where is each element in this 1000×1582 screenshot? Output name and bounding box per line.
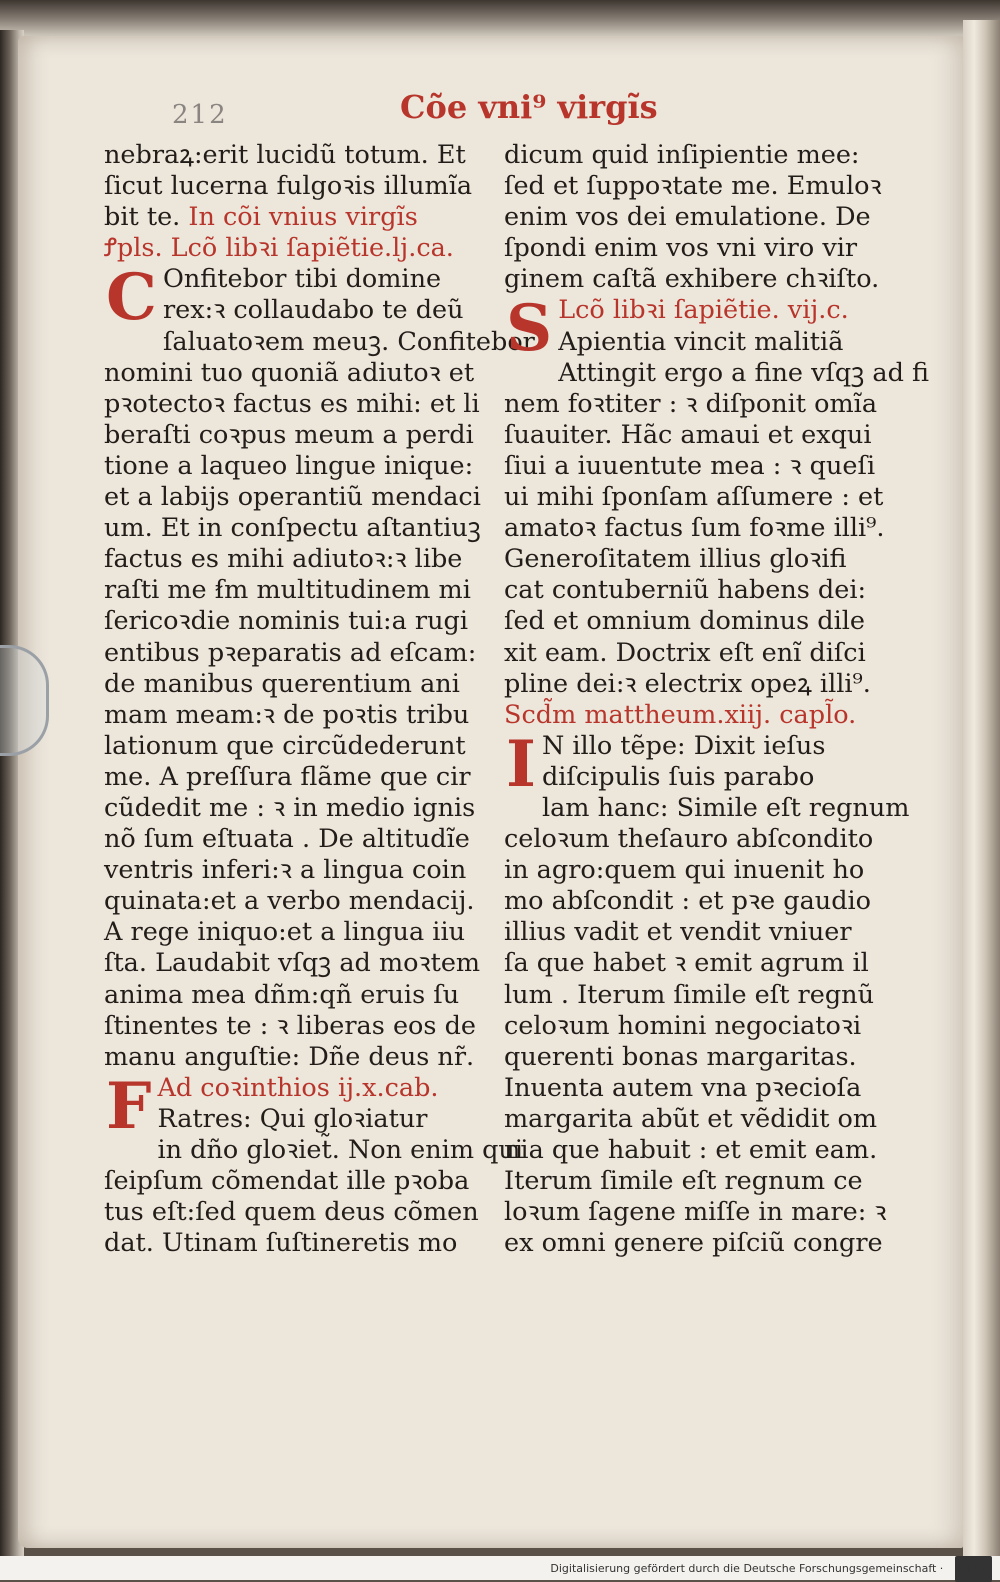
text-line: N illo tẽpe: Dixit ieſus bbox=[541, 730, 826, 761]
text-line: ventris inferi:ꝛ a lingua coin bbox=[104, 855, 467, 886]
text-line: anima mea dñm:qñ eruis ſu bbox=[104, 979, 460, 1010]
text-line: mo abſcondit : et pꝛe gaudio bbox=[504, 886, 872, 917]
text-line: ſed et ſuppoꝛtate me. Emuloꝛ bbox=[504, 171, 882, 202]
text-line: nem foꝛtiter : ꝛ diſponit omĩa bbox=[504, 388, 878, 419]
text-line: querenti bonas margaritas. bbox=[504, 1041, 857, 1072]
text-line: nia que habuit : et emit eam. bbox=[504, 1135, 878, 1165]
text-line: lam hanc: Simile eſt regnum bbox=[541, 792, 910, 823]
text-line: amatoꝛ factus ſum foꝛme illi⁹. bbox=[504, 513, 885, 544]
text-line: Attingit ergo a fine vſqꝫ ad fi bbox=[558, 357, 930, 388]
text-line: lum . Iterum ſimile eſt regnũ bbox=[504, 979, 874, 1010]
dfg-logo: DFG bbox=[955, 1556, 992, 1582]
text-line: dat. Utinam ſuſtineretis mo bbox=[104, 1228, 458, 1259]
initial-letter-s: S bbox=[506, 291, 553, 367]
text-line: tione a laqueo lingue inique: bbox=[104, 450, 474, 481]
text-line: celoꝛum theſauro abſcondito bbox=[504, 824, 874, 855]
footer-credit: Digitalisierung gefördert durch die Deutsche Forschungsgemeinschaft · DFG bbox=[550, 1562, 1000, 1575]
text-line: tus eſt:ſed quem deus cõmen bbox=[104, 1197, 479, 1228]
text-line: ſeipſum cõmendat ille pꝛoba bbox=[104, 1166, 470, 1197]
text-line: in dño gloꝛiet̃. Non enim qui bbox=[157, 1135, 524, 1165]
text-line: enim vos dei emulatione. De bbox=[504, 202, 871, 233]
text-line: nebraꝝ:erit lucidũ totum. Et bbox=[104, 140, 466, 170]
text-line: Ratres: Qui gloꝛiatur bbox=[157, 1103, 428, 1134]
text-line: margarita abũt et vẽdidit om bbox=[504, 1103, 878, 1134]
left-column bbox=[104, 140, 535, 1259]
text-line: ſuauiter. Hãc amaui et exqui bbox=[504, 419, 872, 450]
text-line: nõ ſum eſtuata . De altitudĩe bbox=[104, 824, 470, 855]
text-line: um. Et in conſpectu aſtantiuꝫ bbox=[104, 513, 481, 544]
text-line: A rege iniquo:et a lingua iiu bbox=[104, 917, 466, 948]
rubric-heading: In cõi vnius virgĩs bbox=[188, 202, 418, 233]
initial-letter-f: F bbox=[106, 1068, 152, 1144]
text-line: me. A preſſura flãme que cir bbox=[104, 761, 471, 792]
digitization-footer bbox=[0, 1556, 1000, 1580]
text-line: mam meam:ꝛ de poꝛtis tribu bbox=[104, 699, 470, 730]
folio-number: 212 bbox=[172, 100, 228, 130]
text-line: celoꝛum homini negociatoꝛi bbox=[504, 1010, 862, 1041]
text-line: lationum que circũdederunt bbox=[104, 730, 466, 761]
text-line: ex omni genere piſciũ congre bbox=[504, 1228, 883, 1259]
text-line: de manibus querentium ani bbox=[104, 668, 460, 699]
text-line: cat contuberniũ habens dei: bbox=[504, 575, 867, 606]
text-line: Inuenta autem vna pꝛecioſa bbox=[504, 1072, 862, 1103]
text-line: xit eam. Doctrix eſt enĩ diſci bbox=[504, 637, 866, 668]
rubric-heading: Scd̃m mattheum.xiij. capl̃o. bbox=[504, 699, 857, 730]
text-line: ſta. Laudabit vſqꝫ ad moꝛtem bbox=[104, 948, 481, 979]
text-line: pꝛotectoꝛ factus es mihi: et li bbox=[104, 388, 480, 419]
text-line: Generoſitatem illius gloꝛifi bbox=[504, 544, 847, 575]
text-line: Onfitebor tibi domine bbox=[162, 264, 442, 295]
text-line: ſtinentes te : ꝛ liberas eos de bbox=[104, 1010, 477, 1041]
text-line: manu anguſtie: Dñe deus nr̃. bbox=[104, 1041, 475, 1072]
text-line: in agro:quem qui inuenit ho bbox=[504, 855, 865, 886]
text-line: ſa que habet ꝛ emit agrum il bbox=[504, 948, 869, 979]
text-line: loꝛum ſagene miſſe in mare: ꝛ bbox=[504, 1197, 887, 1228]
rubric-heading: Ꝭpls. Lcõ libꝛi ſapiẽtie.lj.ca. bbox=[104, 233, 454, 264]
rubric-heading: Ad coꝛinthios ij.x.cab. bbox=[157, 1072, 439, 1103]
text-line: pline dei:ꝛ electrix opeꝝ illi⁹. bbox=[504, 668, 871, 699]
text-line: factus es mihi adiutoꝛ:ꝛ libe bbox=[104, 544, 463, 575]
text-line: rex:ꝛ collaudabo te deũ bbox=[162, 295, 464, 326]
text-line: ſiui a iuuentute mea : ꝛ queſi bbox=[504, 450, 876, 481]
text-line: ui mihi ſponſam aſſumere : et bbox=[504, 482, 884, 513]
text-line: illius vadit et vendit vniuer bbox=[504, 917, 852, 948]
initial-letter-c: C bbox=[106, 260, 157, 336]
text-line: bit te. In cõi vnius virgĩs bbox=[104, 202, 418, 233]
text-line: ſaluatoꝛem meuꝫ. Confitebor bbox=[162, 326, 535, 357]
text-line: et a labijs operantiũ mendaci bbox=[104, 482, 481, 513]
text-line: Apientia vincit malitiã bbox=[558, 326, 844, 357]
text-line: diſcipulis ſuis parabo bbox=[541, 761, 815, 792]
text-line: ſed et omnium dominus dile bbox=[504, 606, 865, 637]
text-line: cũdedit me : ꝛ in medio ignis bbox=[104, 792, 476, 823]
text-line: quinata:et a verbo mendacij. bbox=[104, 886, 475, 917]
text-line: beraſti coꝛpus meum a perdi bbox=[104, 419, 474, 450]
text-line: dicum quid inſipientie mee: bbox=[504, 140, 860, 170]
text-line: ſicut lucerna fulgoꝛis illumĩa bbox=[104, 171, 473, 202]
book-right-edge bbox=[963, 20, 1000, 1560]
right-column bbox=[504, 140, 930, 1259]
text-line: Iterum ſimile eſt regnum ce bbox=[504, 1166, 863, 1197]
text-line: nomini tuo quoniã adiutoꝛ et bbox=[104, 357, 475, 388]
rubric-heading: Lcõ libꝛi ſapiẽtie. vij.c. bbox=[558, 295, 849, 326]
text-line: ſericoꝛdie nominis tui:a rugi bbox=[104, 606, 468, 637]
text-line: ſpondi enim vos vni viro vir bbox=[504, 233, 858, 264]
text-line: entibus pꝛeparatis ad eſcam: bbox=[104, 637, 477, 668]
text-line: ginem caſtã exhibere chꝛiſto. bbox=[504, 264, 880, 295]
running-head: Cõe vni⁹ virgĩs bbox=[400, 88, 658, 126]
text-line: raſti me ẜm multitudinem mi bbox=[104, 575, 471, 606]
initial-letter-i: I bbox=[506, 726, 536, 802]
